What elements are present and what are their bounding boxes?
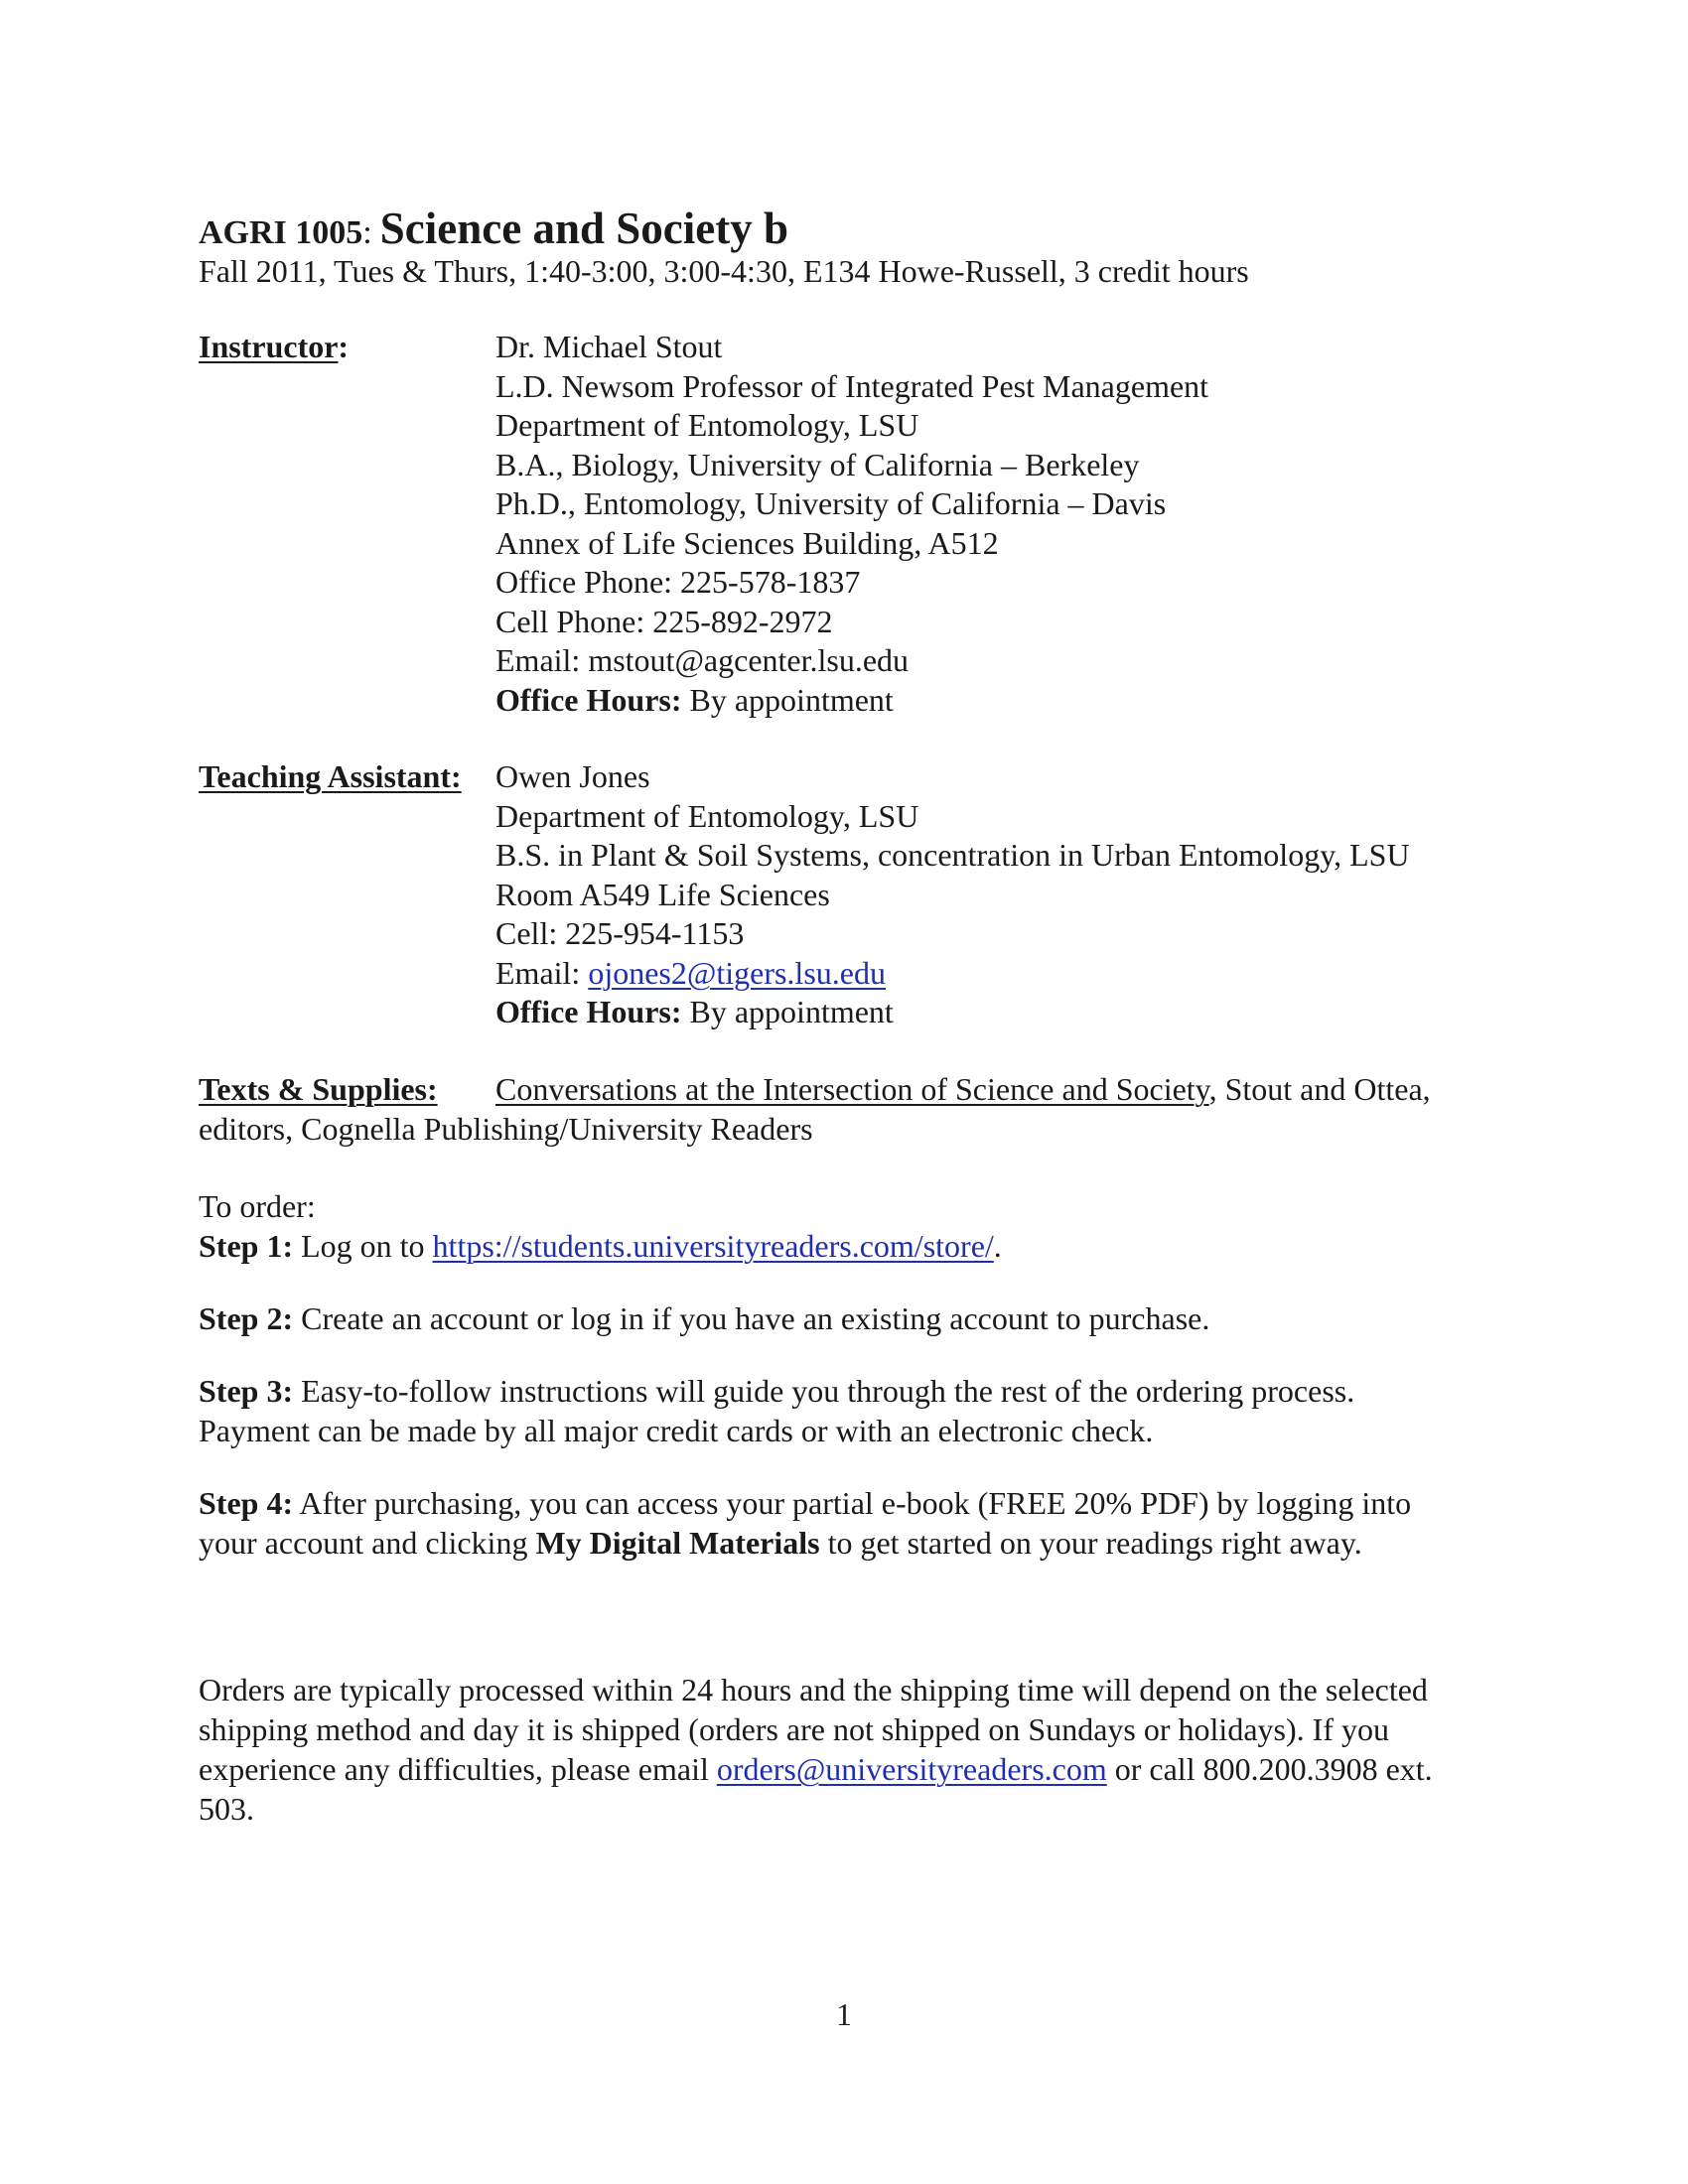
instructor-department: Department of Entomology, LSU bbox=[495, 407, 919, 443]
instructor-label: Instructor: bbox=[199, 329, 350, 364]
instructor-email: Email: mstout@agcenter.lsu.edu bbox=[495, 642, 910, 678]
ta-email-line: Email: ojones2@tigers.lsu.edu bbox=[495, 954, 886, 991]
instructor-office: Annex of Life Sciences Building, A512 bbox=[495, 524, 999, 561]
step-4: Step 4: After purchasing, you can access your partial e-book (FREE 20% PDF) by logging into bbox=[199, 1485, 1412, 1521]
instructor-phd: Ph.D., Entomology, University of California – Davis bbox=[495, 485, 1167, 521]
step-1: Step 1: Log on to https://students.universityreaders.com/store/. bbox=[199, 1228, 1002, 1264]
ta-degree: B.S. in Plant & Soil Systems, concentration in Urban Entomology, LSU bbox=[495, 837, 1410, 873]
course-code: AGRI 1005 bbox=[199, 214, 363, 251]
orders-note-line-1: Orders are typically processed within 24 hours and the shipping time will depend on the selected bbox=[199, 1672, 1428, 1707]
ta-department: Department of Entomology, LSU bbox=[495, 797, 919, 834]
ta-label: Teaching Assistant: bbox=[199, 758, 462, 794]
orders-note-line-2: shipping method and day it is shipped (orders are not shipped on Sundays or holidays). If you bbox=[199, 1711, 1389, 1747]
course-name: Science and Society b bbox=[379, 204, 788, 253]
ta-email-link[interactable]: ojones2@tigers.lsu.edu bbox=[588, 954, 886, 991]
instructor-name: Dr. Michael Stout bbox=[495, 329, 723, 364]
instructor-office-hours: Office Hours: By appointment bbox=[495, 681, 894, 718]
my-digital-materials: My Digital Materials bbox=[535, 1525, 820, 1561]
course-schedule: Fall 2011, Tues & Thurs, 1:40-3:00, 3:00-4:30, E134 Howe-Russell, 3 credit hours bbox=[199, 253, 1249, 289]
ta-office-hours: Office Hours: By appointment bbox=[495, 994, 894, 1029]
step-3-continued: Payment can be made by all major credit cards or with an electronic check. bbox=[199, 1413, 1154, 1448]
instructor-details bbox=[495, 328, 1208, 720]
ta-details bbox=[495, 757, 1410, 1032]
step-2: Step 2: Create an account or log in if you have an existing account to purchase. bbox=[199, 1300, 1210, 1336]
textbook-line: Conversations at the Intersection of Science and Society, Stout and Ottea, bbox=[495, 1071, 1431, 1107]
page-number: 1 bbox=[836, 1996, 852, 2032]
instructor-title: L.D. Newsom Professor of Integrated Pest Management bbox=[495, 367, 1209, 404]
ta-cell: Cell: 225-954-1153 bbox=[495, 915, 745, 951]
instructor-office-phone: Office Phone: 225-578-1837 bbox=[495, 564, 861, 600]
orders-note-line-3: experience any difficulties, please email orders@universityreaders.com or call 800.200.3908 ext. bbox=[199, 1751, 1433, 1787]
step-3: Step 3: Easy-to-follow instructions will guide you through the rest of the ordering process. bbox=[199, 1373, 1355, 1409]
instructor-cell-phone: Cell Phone: 225-892-2972 bbox=[495, 603, 833, 639]
ta-name: Owen Jones bbox=[495, 758, 650, 794]
textbook-publisher: editors, Cognella Publishing/University Readers bbox=[199, 1111, 813, 1147]
textbook-title: Conversations at the Intersection of Science and Society bbox=[495, 1071, 1209, 1107]
instructor-ba: B.A., Biology, University of California – Berkeley bbox=[495, 446, 1140, 482]
orders-email-link[interactable]: orders@universityreaders.com bbox=[716, 1751, 1107, 1787]
course-title bbox=[199, 203, 788, 259]
course-title-colon: : bbox=[362, 214, 372, 251]
orders-note-line-4: 503. bbox=[199, 1791, 254, 1827]
step-4-continued: your account and clicking My Digital Materials to get started on your readings right away. bbox=[199, 1525, 1362, 1561]
ta-room: Room A549 Life Sciences bbox=[495, 876, 830, 912]
texts-label: Texts & Supplies: bbox=[199, 1071, 438, 1107]
to-order-heading: To order: bbox=[199, 1188, 316, 1224]
store-link[interactable]: https://students.universityreaders.com/store/ bbox=[432, 1228, 994, 1264]
